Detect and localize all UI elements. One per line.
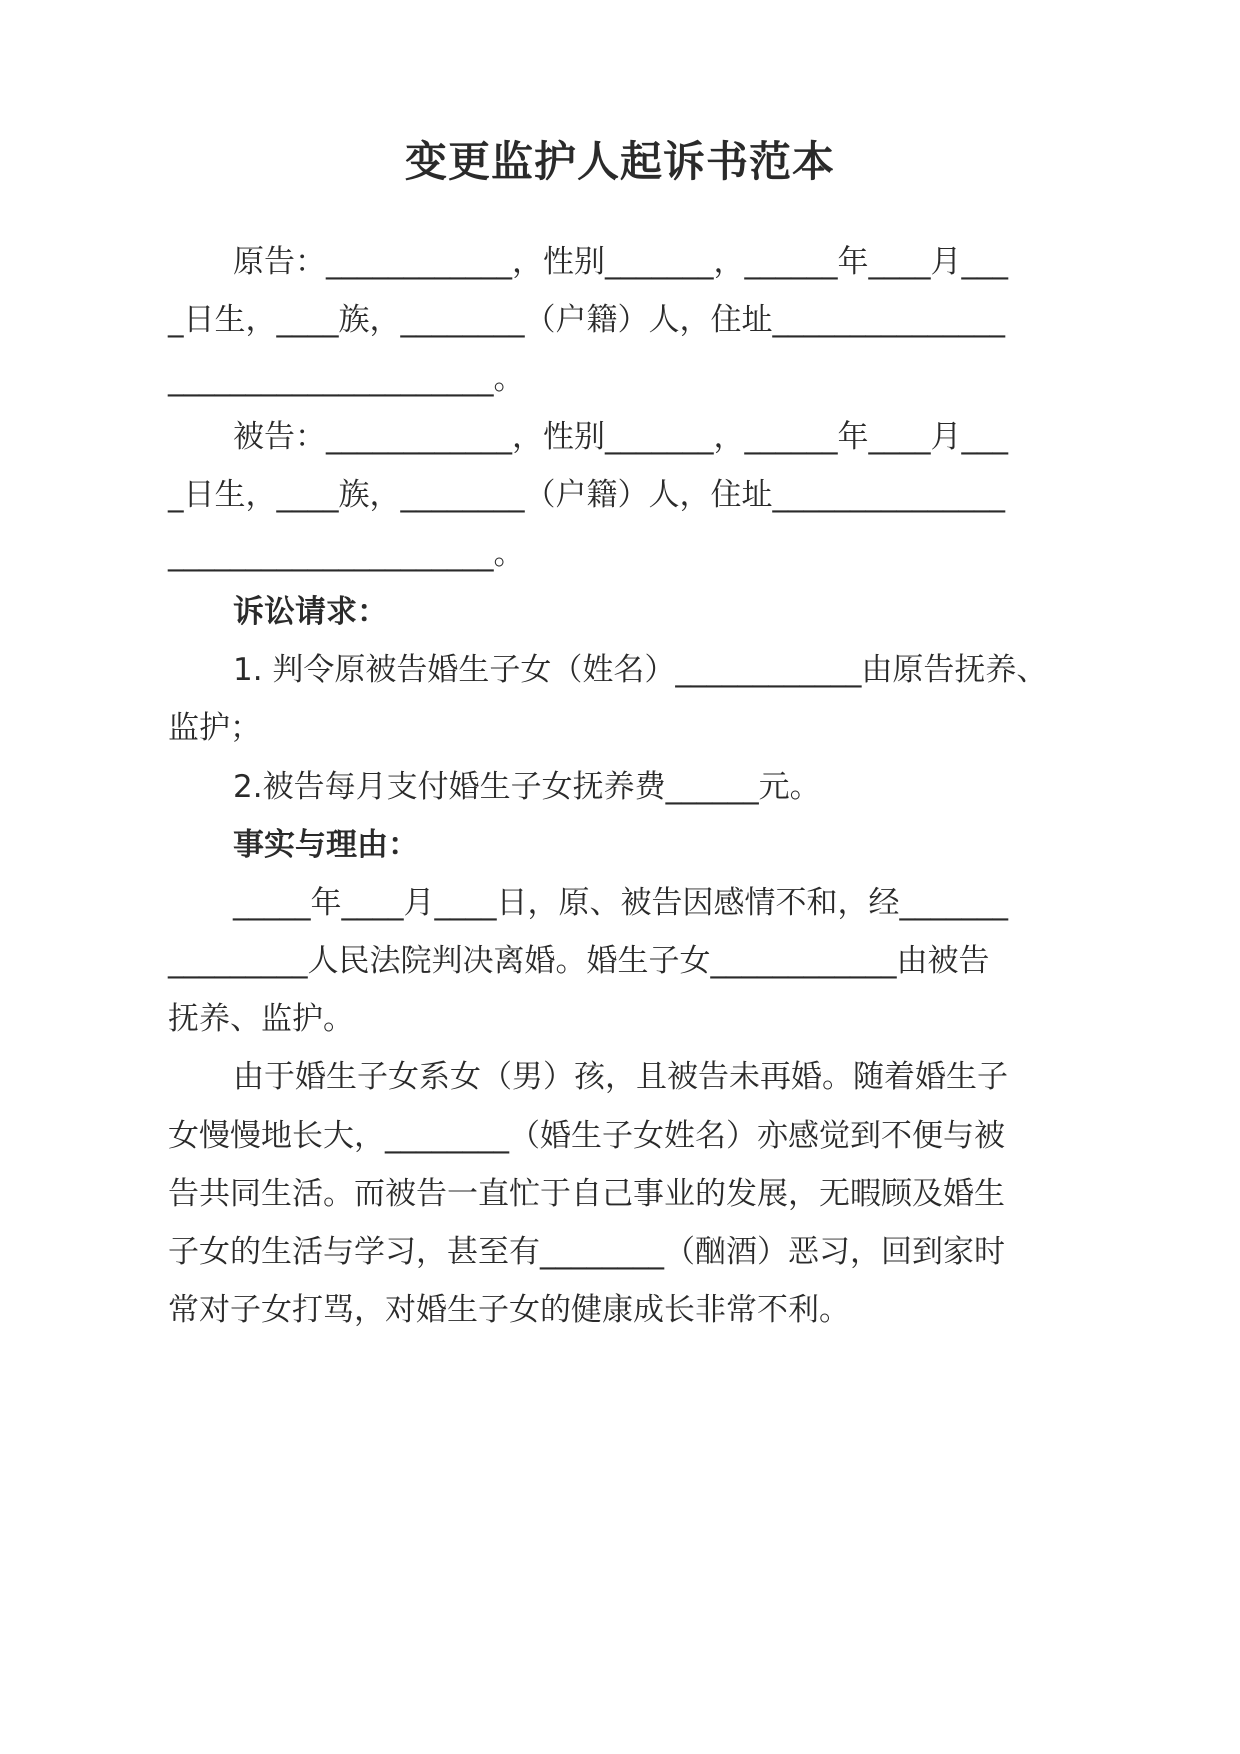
facts-paragraph-2-line-3: 告共同生活。而被告一直忙于自己事业的发展，无暇顾及婚生 xyxy=(168,1176,1005,1212)
facts-paragraph-2-line-4: 子女的生活与学习，甚至有________（酗酒）恶习，回到家时 xyxy=(168,1234,1005,1270)
facts-paragraph-2-line-5: 常对子女打骂，对婚生子女的健康成长非常不利。 xyxy=(168,1292,850,1328)
document-title: 变更监护人起诉书范本 xyxy=(404,137,835,186)
facts-paragraph-2-line-2: 女慢慢地长大，________（婚生子女姓名）亦感觉到不便与被 xyxy=(168,1118,1005,1154)
defendant-line-2: _日生，____族，________（户籍）人，住址_______________ xyxy=(168,477,1005,513)
plaintiff-line-2: _日生，____族，________（户籍）人，住址_______________ xyxy=(168,302,1005,338)
claim-item-2: 2.被告每月支付婚生子女抚养费______元。 xyxy=(233,769,821,805)
facts-paragraph-1-line-2: _________人民法院判决离婚。婚生子女____________由被告 xyxy=(168,943,990,979)
defendant-line-3: _____________________。 xyxy=(168,536,525,572)
facts-heading: 事实与理由： xyxy=(233,827,419,863)
facts-paragraph-1-line-3: 抚养、监护。 xyxy=(168,1001,354,1037)
facts-paragraph-2-line-1: 由于婚生子女系女（男）孩，且被告未再婚。随着婚生子 xyxy=(233,1059,1008,1095)
claim-item-1-line-2: 监护； xyxy=(168,710,261,746)
plaintiff-line-1: 原告：____________，性别_______，______年____月___ xyxy=(233,244,1008,280)
facts-paragraph-1-line-1: _____年____月____日，原、被告因感情不和，经_______ xyxy=(233,885,1008,921)
plaintiff-line-3: _____________________。 xyxy=(168,361,525,397)
defendant-line-1: 被告：____________，性别_______，______年____月___ xyxy=(233,419,1008,455)
claims-heading: 诉讼请求： xyxy=(233,594,388,630)
claim-item-1-line-1: 1. 判令原被告婚生子女（姓名）____________由原告抚养、 xyxy=(233,652,1048,688)
